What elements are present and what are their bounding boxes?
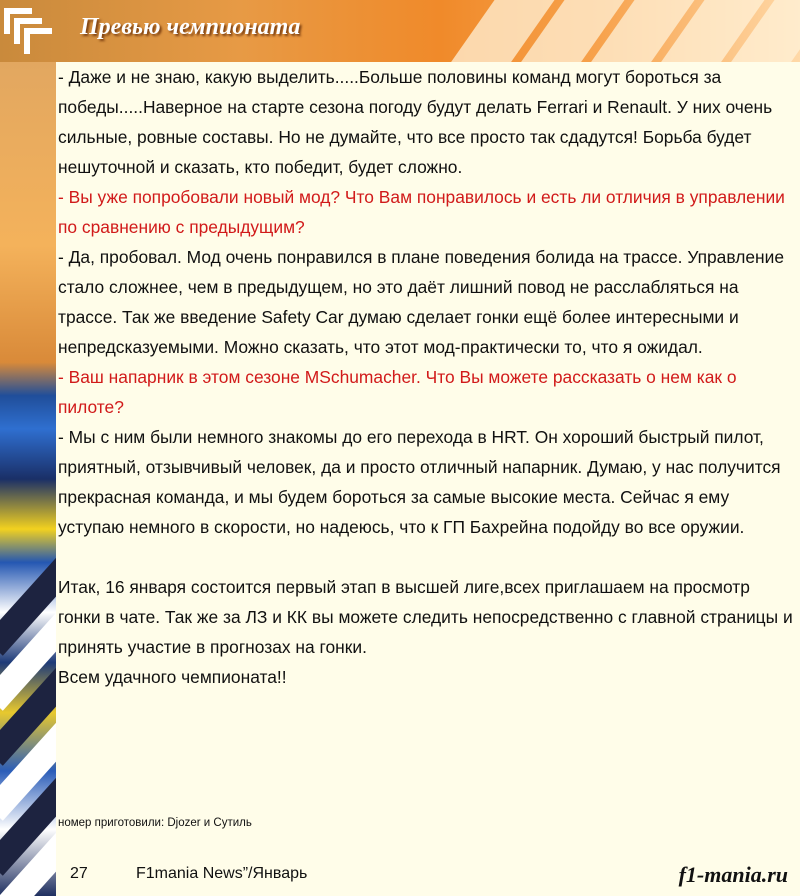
answer-2: - Да, пробовал. Мод очень понравился в плане поведения болида на трассе. Управление стало сложнее, чем в предыдущем, но это даёт лишний повод не расслабляться на трассе. Так же введение Safety Car думаю сделает гонки ещё более интересными и непредсказуемыми. Можно сказать, что этот мод-практически то, что я ожидал. <box>58 247 785 357</box>
credits: номер приготовили: Djozer и Сутиль <box>58 817 252 829</box>
article-content <box>56 62 800 896</box>
issue-label: F1mania News”/Январь <box>136 865 308 882</box>
corner-logo-icon <box>4 8 74 58</box>
answer-1: - Даже и не знаю, какую выделить.....Больше половины команд могут бороться за победы.....Наверное на старте сезона погоду будут делать Ferrari и Renault. У них очень сильные, ровные составы. Но не думайте, что все просто так сдадутся! Борьба будет нешуточной и сказать, кто победит, будет сложно. <box>58 67 773 177</box>
answer-3: - Мы с ним были немного знакомы до его перехода в HRT. Он хороший быстрый пилот, приятный, отзывчивый человек, да и просто отличный напарник. Думаю, у нас получится прекрасная команда, и мы будем бороться за самые высокие места. Сейчас я ему уступаю немного в скорости, но надеюсь, что к ГП Бахрейна подойду во все оружии. <box>58 427 781 537</box>
page-number: 27 <box>70 865 88 882</box>
page-title: Превью чемпионата <box>80 14 301 40</box>
site-logo: f1-mania.ru <box>678 862 788 887</box>
closing-wish: Всем удачного чемпионата!! <box>58 667 287 687</box>
closing-paragraph: Итак, 16 января состоится первый этап в высшей лиге,всех приглашаем на просмотр гонки в чате. Так же за ЛЗ и КК вы можете следить непосредственно с главной страницы и принять участие в прогнозах на гонки. <box>58 577 793 657</box>
question-2: - Ваш напарник в этом сезоне MSchumacher. Что Вы можете рассказать о нем как о пилоте? <box>58 367 737 417</box>
question-1: - Вы уже попробовали новый мод? Что Вам понравилось и есть ли отличия в управлении по сравнению с предыдущим? <box>58 187 785 237</box>
left-decorative-art <box>0 62 58 896</box>
